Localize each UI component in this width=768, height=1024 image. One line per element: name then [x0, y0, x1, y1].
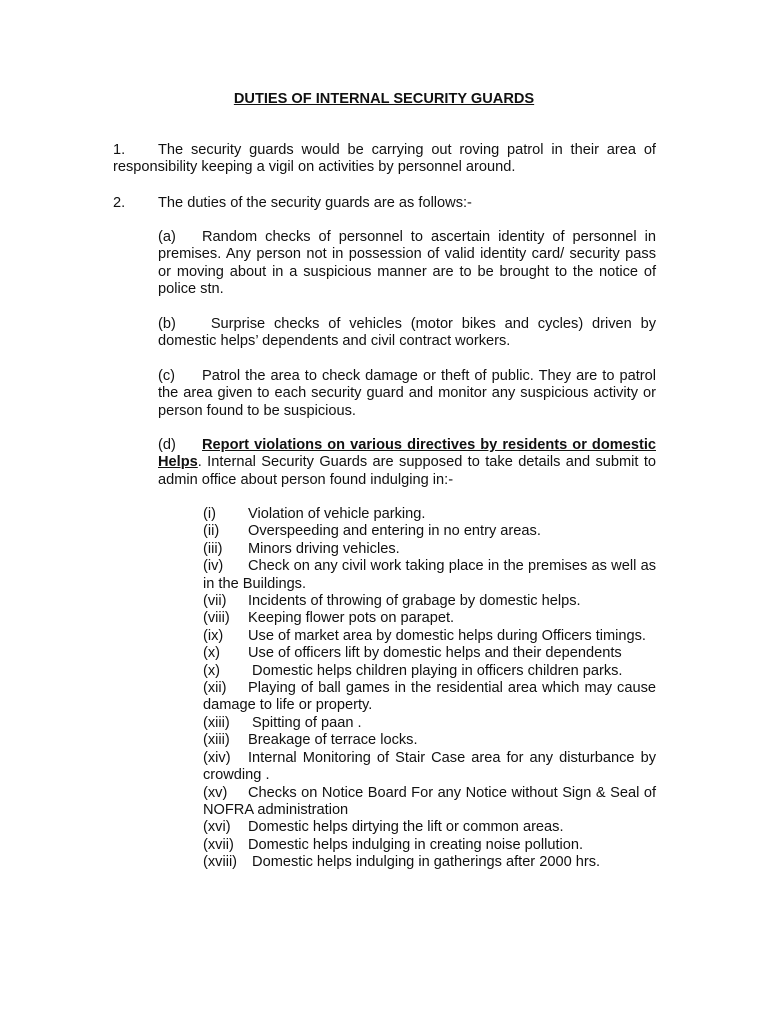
sub-paragraph-text: Random checks of personnel to ascertain identity of personnel in premises. Any person not in possession of valid identity card/ security pass or moving about in a suspicious manner are to be brought to the notice of police stn. [158, 229, 656, 298]
list-item [203, 854, 656, 871]
list-item [203, 593, 656, 610]
list-item-numeral: (i) [203, 506, 216, 522]
list-item-text: Use of market area by domestic helps during Officers timings. [248, 627, 646, 644]
paragraph-text: The duties of the security guards are as follows:- [158, 195, 472, 211]
list-item [203, 523, 656, 540]
list-item-numeral: (ii) [203, 523, 220, 540]
sub-paragraph-a [158, 229, 656, 299]
violations-list [203, 506, 656, 872]
sub-paragraph-text: . Internal Security Guards are supposed to take details and submit to admin office about person found indulging in:- [158, 454, 656, 488]
list-item [203, 506, 656, 523]
sub-paragraph-c [158, 368, 656, 420]
list-item-text: Minors driving vehicles. [248, 540, 400, 557]
list-item-numeral: (xiii) [203, 714, 230, 731]
list-item-text: Domestic helps children playing in officers children parks. [248, 662, 623, 679]
list-item-text: Spitting of paan . [248, 714, 362, 731]
list-item-numeral: (vii) [203, 593, 227, 610]
list-item-text: Domestic helps indulging in creating noise pollution. [248, 836, 584, 853]
list-item [203, 541, 656, 558]
list-item-text: Check on any civil work taking place in the premises as well as in the Buildings. [203, 558, 656, 592]
list-item-numeral: (xv) [203, 784, 228, 801]
paragraph-2 [113, 195, 656, 212]
list-item-text: Overspeeding and entering in no entry areas. [248, 523, 541, 540]
list-item [203, 558, 656, 593]
list-item-text: Keeping flower pots on parapet. [248, 610, 455, 627]
list-item-numeral: (xvii) [203, 836, 234, 853]
sub-paragraph-text: Surprise checks of vehicles (motor bikes and cycles) driven by domestic helps’ dependents and civil contract workers. [158, 316, 656, 350]
list-item [203, 663, 656, 680]
list-item [203, 837, 656, 854]
list-item-text: Internal Monitoring of Stair Case area for any disturbance by crowding . [203, 749, 656, 784]
list-item-numeral: (iii) [203, 540, 223, 557]
list-item [203, 628, 656, 645]
list-item [203, 750, 656, 785]
list-item-numeral: (xii) [203, 680, 227, 697]
paragraph-number: 2. [113, 195, 126, 211]
list-item-text: Checks on Notice Board For any Notice without Sign & Seal of NOFRA administration [203, 784, 656, 818]
list-item [203, 785, 656, 820]
sub-paragraph-letter: (a) [158, 229, 176, 245]
list-item-text: Incidents of throwing of grabage by domestic helps. [248, 593, 581, 610]
list-item-text: Violation of vehicle parking. [248, 506, 426, 522]
sub-paragraph-b [158, 316, 656, 351]
list-item [203, 715, 656, 732]
list-item-numeral: (xiv) [203, 749, 231, 766]
list-item-text: Use of officers lift by domestic helps and their dependents [248, 645, 622, 662]
paragraph-text: The security guards would be carrying out roving patrol in their area of responsibility keeping a vigil on activities by personnel around. [113, 142, 656, 176]
list-item-text: Domestic helps indulging in gatherings after 2000 hrs. [248, 854, 601, 871]
list-item [203, 680, 656, 715]
paragraph-1 [113, 142, 656, 177]
list-item-numeral: (x) [203, 645, 221, 662]
list-item-text: Breakage of terrace locks. [248, 732, 418, 749]
document-title: DUTIES OF INTERNAL SECURITY GUARDS [233, 91, 535, 107]
list-item [203, 732, 656, 749]
list-item [203, 610, 656, 627]
list-item [203, 645, 656, 662]
sub-paragraph-d [158, 437, 656, 489]
list-item-numeral: (x) [203, 662, 221, 679]
list-item-numeral: (xvi) [203, 819, 231, 836]
list-item-numeral: (xviii) [203, 854, 238, 871]
list-item-text: Playing of ball games in the residential area which may cause damage to life or property. [203, 680, 656, 714]
list-item-text: Domestic helps dirtying the lift or common areas. [248, 819, 564, 836]
list-item-numeral: (ix) [203, 627, 224, 644]
list-item-numeral: (xiii) [203, 732, 230, 749]
paragraph-number: 1. [113, 142, 126, 158]
sub-paragraph-letter: (b) [158, 316, 176, 332]
list-item [203, 819, 656, 836]
list-item-numeral: (viii) [203, 610, 230, 627]
sub-paragraph-letter: (d) [158, 437, 176, 453]
list-item-numeral: (iv) [203, 558, 224, 575]
sub-paragraph-text: Patrol the area to check damage or theft of public. They are to patrol the area given to each security guard and monitor any suspicious activity or person found to be suspicious. [158, 368, 656, 419]
sub-paragraph-heading: Report violations on various directives by residents or domestic Helps [158, 437, 656, 471]
sub-paragraph-letter: (c) [158, 368, 176, 384]
